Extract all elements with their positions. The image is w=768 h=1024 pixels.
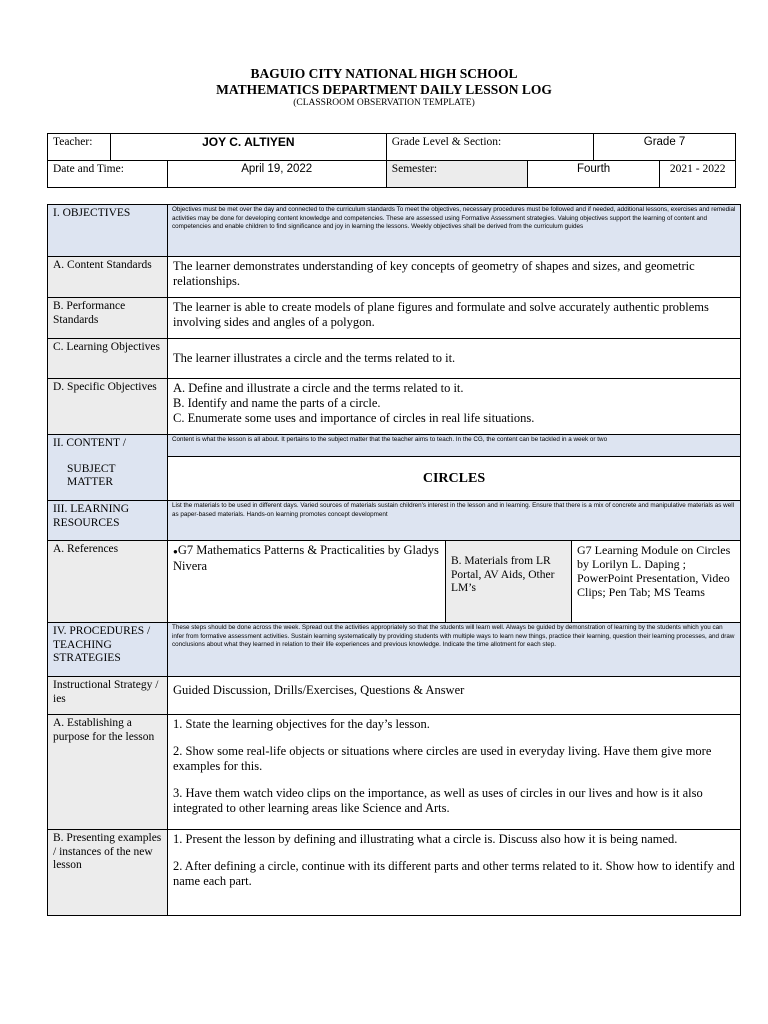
semester-label: Semester: (386, 161, 527, 188)
presenting-step-1: 1. Present the lesson by defining and illustrating what a circle is. Discuss also how it is being named. (173, 832, 678, 846)
purpose-label: A. Establishing a purpose for the lesson (48, 715, 168, 830)
specific-objective-b: B. Identify and name the parts of a circle. (173, 396, 381, 410)
grade-label: Grade Level & Section: (386, 134, 593, 161)
performance-standards-label: B. Performance Standards (48, 298, 168, 339)
content-standards: The learner demonstrates understanding of key concepts of geometry of shapes and sizes, and geometric relationships. (168, 257, 741, 298)
learning-objectives: The learner illustrates a circle and the terms related to it. (168, 339, 741, 379)
specific-objectives (168, 379, 741, 435)
content-label-line1: II. CONTENT / (53, 437, 126, 449)
date-label: Date and Time: (48, 161, 168, 188)
content-label-line2: SUBJECT MATTER (67, 462, 116, 488)
bullet-icon: ● (173, 547, 178, 556)
purpose-step-1: 1. State the learning objectives for the day’s lesson. (173, 717, 430, 731)
strategy: Guided Discussion, Drills/Exercises, Questions & Answer (168, 677, 741, 715)
learning-objectives-label: C. Learning Objectives (48, 339, 168, 379)
content-standards-label: A. Content Standards (48, 257, 168, 298)
info-table (47, 133, 736, 188)
learning-resources-label: III. LEARNING RESOURCES (48, 501, 168, 541)
content-note: Content is what the lesson is all about. It pertains to the subject matter that the teacher aims to teach. In the CG, the content can be tackled in a week or two (168, 435, 741, 457)
materials: G7 Learning Module on Circles by Lorilyn L. Daping ; PowerPoint Presentation, Video Clips; Pen Tab; MS Teams (572, 541, 741, 623)
teacher-label: Teacher: (48, 134, 111, 161)
lesson-log-table (47, 204, 741, 916)
semester-value: Fourth (527, 161, 660, 188)
document-title: MATHEMATICS DEPARTMENT DAILY LESSON LOG (216, 82, 552, 97)
date-value: April 19, 2022 (167, 161, 386, 188)
purpose-step-2: 2. Show some real-life objects or situations where circles are used in everyday living. Have them give more examples for this. (173, 744, 712, 773)
grade-value: Grade 7 (594, 134, 736, 161)
teacher-name: JOY C. ALTIYEN (111, 134, 387, 161)
school-year: 2021 - 2022 (660, 161, 736, 188)
presenting (168, 830, 741, 916)
presenting-label: B. Presenting examples / instances of the new lesson (48, 830, 168, 916)
content-label (48, 435, 168, 501)
specific-objectives-label: D. Specific Objectives (48, 379, 168, 435)
objectives-label: I. OBJECTIVES (48, 205, 168, 257)
objectives-note: Objectives must be met over the day and connected to the curriculum standards To meet the objectives, necessary procedures must be followed and if needed, additional lessons, exercises and remedial activities may be done for developing content knowledge and competencies. These are assessed using Formative Assessment strategies. Valuing objectives support the learning of content and competencies and enable children to find significance and joy in learning the lessons. Weekly objectives shall be derived from the curriculum guides (168, 205, 741, 257)
purpose (168, 715, 741, 830)
procedures-label: IV. PROCEDURES / TEACHING STRATEGIES (48, 623, 168, 677)
performance-standards: The learner is able to create models of plane figures and formulate and solve accurately authentic problems involving sides and angles of a polygon. (168, 298, 741, 339)
purpose-step-3: 3. Have them watch video clips on the importance, as well as uses of circles in our lives and how is it also integrated to other learning areas like Science and Arts. (173, 786, 703, 815)
subject-matter: CIRCLES (168, 457, 741, 501)
references-text: G7 Mathematics Patterns & Practicalities by Gladys Nivera (173, 543, 439, 573)
specific-objective-c: C. Enumerate some uses and importance of circles in real life situations. (173, 411, 535, 425)
learning-resources-note: List the materials to be used in different days. Varied sources of materials sustain children's interest in the lesson and in learning. Ensure that there is a mix of concrete and manipulative materials as well as paper-based materials. Hands-on learning promotes concept development (168, 501, 741, 541)
references (168, 541, 446, 623)
presenting-step-2: 2. After defining a circle, continue with its different parts and other terms related to it. Show how to identify and name each part. (173, 859, 735, 888)
school-name: BAGUIO CITY NATIONAL HIGH SCHOOL (250, 66, 518, 81)
procedures-note: These steps should be done across the week. Spread out the activities appropriately so that the students will learn well. Always be guided by demonstration of learning by the students which you can infer from formative assessment activities. Sustain learning systematically by providing students with multiple ways to learn new things, practice their learning, question their learning processes, and draw conclusions about what they learned in relation to their life experiences and previous knowledge. Indicate the time allotment for each step. (168, 623, 741, 677)
references-label: A. References (48, 541, 168, 623)
strategy-label: Instructional Strategy / ies (48, 677, 168, 715)
materials-label: B. Materials from LR Portal, AV Aids, Other LM’s (446, 541, 572, 623)
specific-objective-a: A. Define and illustrate a circle and the terms related to it. (173, 381, 464, 395)
document-subtitle: (CLASSROOM OBSERVATION TEMPLATE) (293, 98, 475, 108)
